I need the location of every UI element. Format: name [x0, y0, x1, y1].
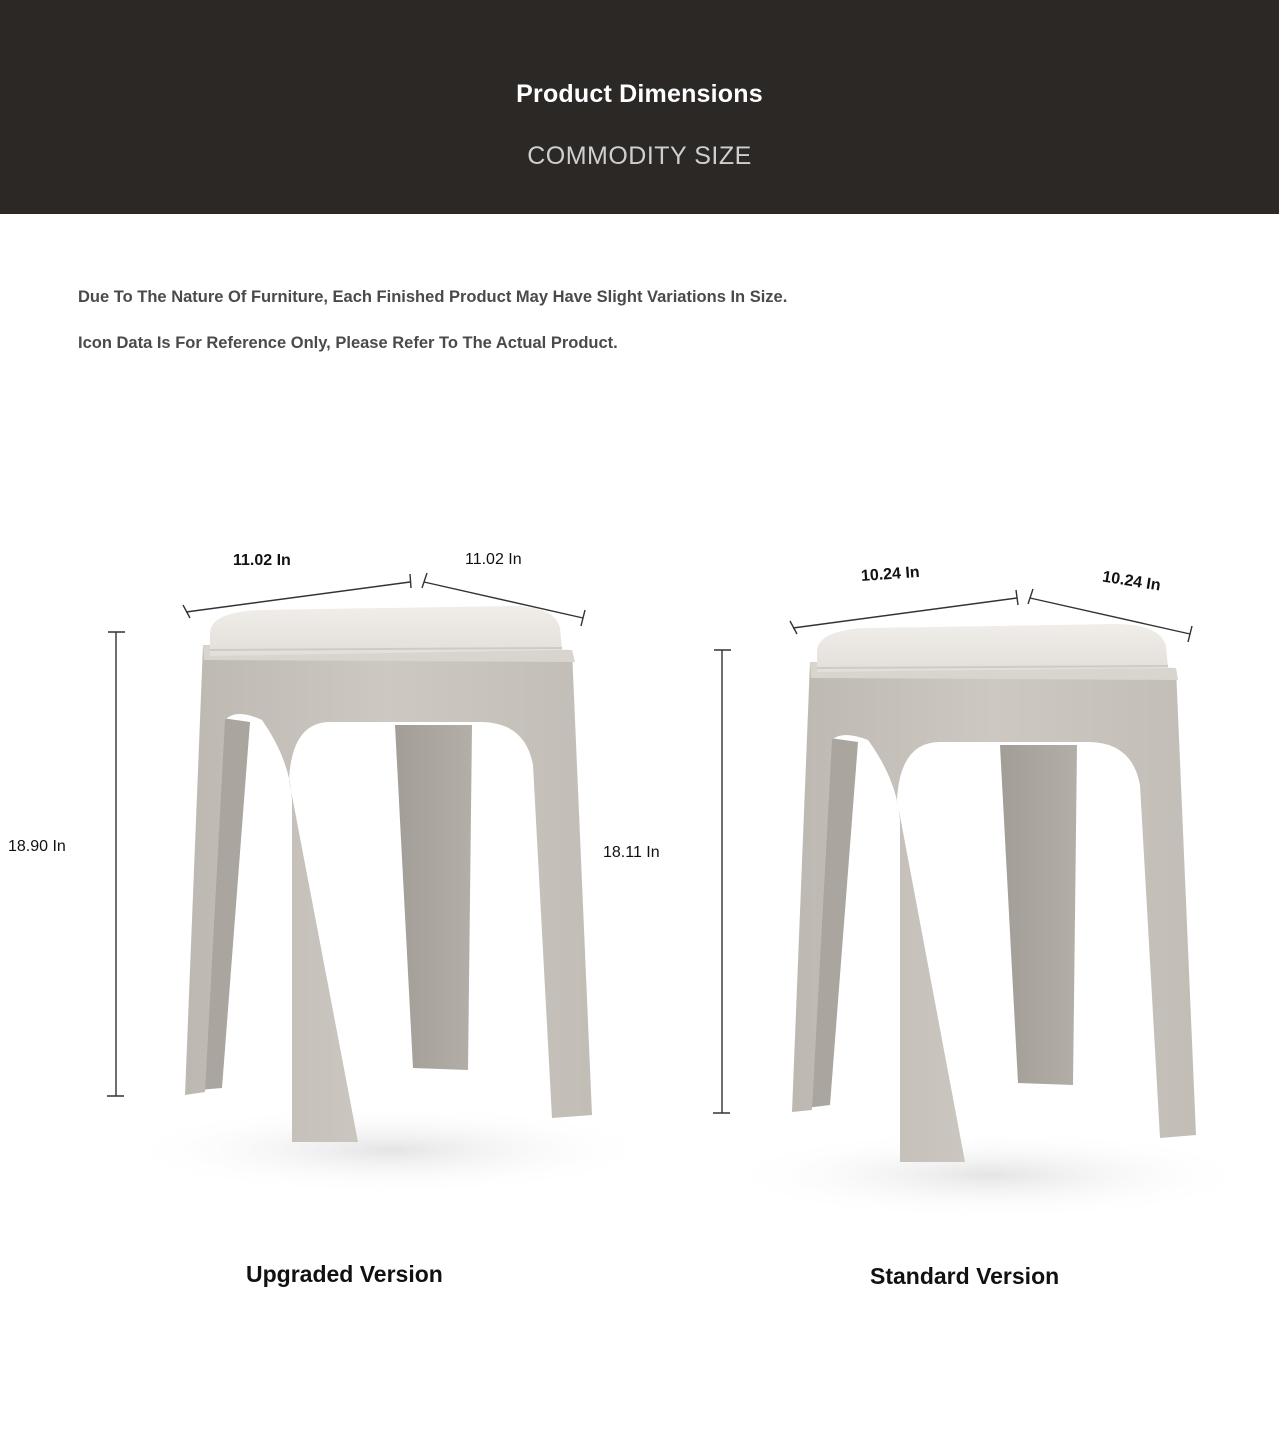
- page-title: Product Dimensions: [516, 80, 763, 108]
- stool-standard: [713, 589, 1260, 1220]
- upgraded-height-label: 18.90 In: [8, 838, 66, 855]
- upgraded-depth-label: 11.02 In: [465, 551, 522, 568]
- standard-width-label: 10.24 In: [860, 563, 921, 586]
- stool-upgraded: [107, 573, 660, 1195]
- page-subtitle: COMMODITY SIZE: [527, 142, 752, 170]
- note-size-variation: Due To The Nature Of Furniture, Each Finished Product May Have Slight Variations In Size.: [78, 288, 788, 306]
- caption-upgraded: Upgraded Version: [246, 1261, 443, 1287]
- standard-height-label: 18.11 In: [603, 844, 660, 861]
- note-reference-only: Icon Data Is For Reference Only, Please Refer To The Actual Product.: [78, 334, 618, 352]
- upgraded-width-label: 11.02 In: [233, 552, 291, 569]
- standard-depth-label: 10.24 In: [1101, 568, 1162, 595]
- caption-standard: Standard Version: [870, 1263, 1060, 1289]
